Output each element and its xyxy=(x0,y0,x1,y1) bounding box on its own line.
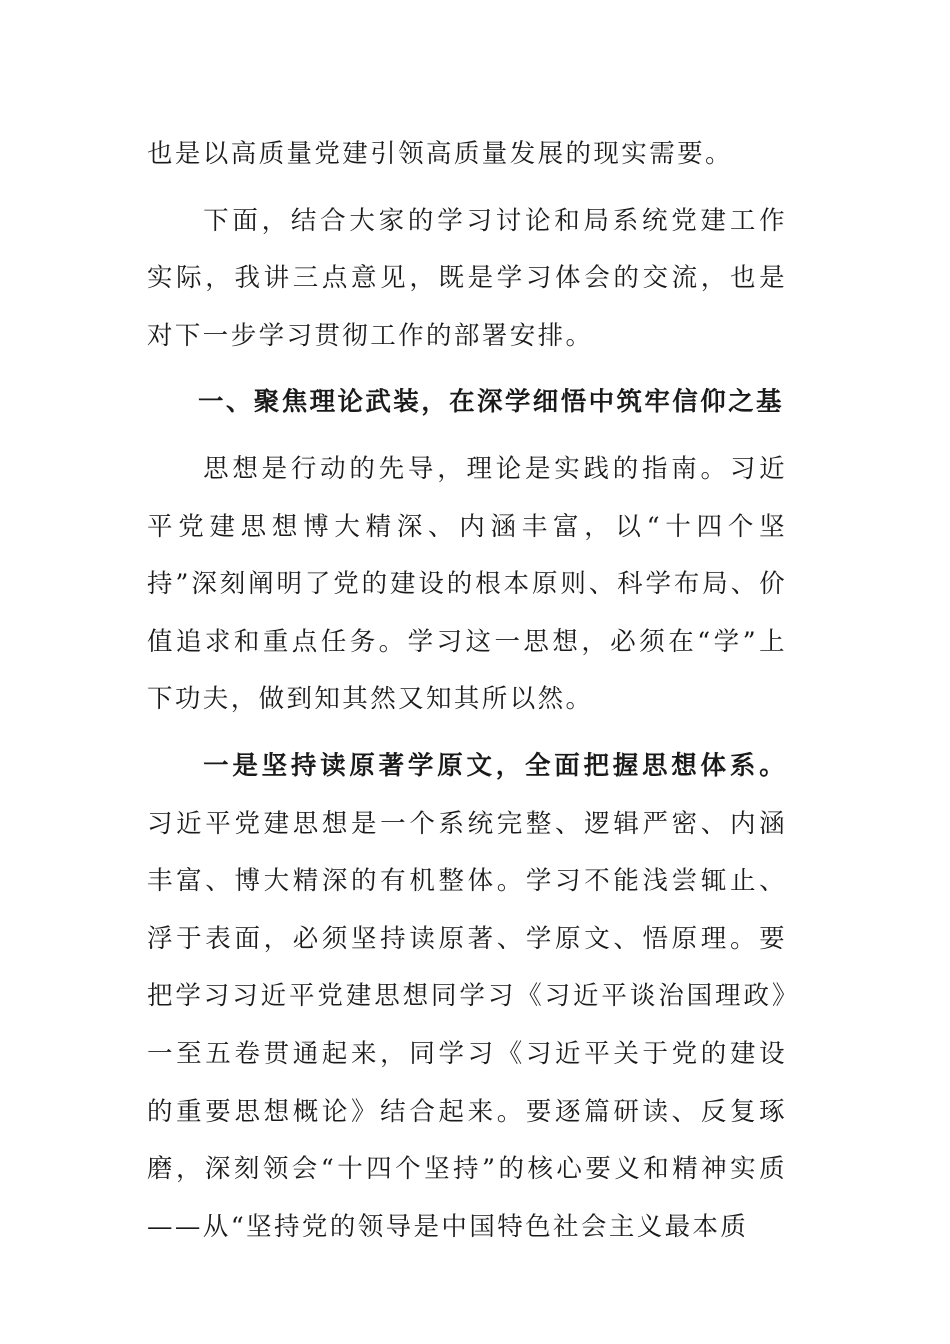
document-body xyxy=(147,126,787,1256)
paragraph-theory: 思想是行动的先导，理论是实践的指南。习近平党建思想博大精深、内涵丰富，以“十四个坚持”深刻阐明了党的建设的根本原则、科学布局、价值追求和重点任务。学习这一思想，必须在“学”上下功夫，做到知其然又知其所以然。 xyxy=(147,453,787,715)
paragraph-point-one xyxy=(147,738,787,1256)
point-one-body: 习近平党建思想是一个系统完整、逻辑严密、内涵丰富、博大精深的有机整体。学习不能浅尝辄止、浮于表面，必须坚持读原著、学原文、悟原理。要把学习习近平党建思想同学习《习近平谈治国理政》一至五卷贯通起来，同学习《习近平关于党的建设的重要思想概论》结合起来。要逐篇研读、反复琢磨，深刻领会“十四个坚持”的核心要义和精神实质——从“坚持党的领导是中国特色社会主义最本质 xyxy=(147,808,787,1242)
paragraph-continuation: 也是以高质量党建引领高质量发展的现实需要。 xyxy=(147,139,733,169)
paragraph-intro: 下面，结合大家的学习讨论和局系统党建工作实际，我讲三点意见，既是学习体会的交流，也是对下一步学习贯彻工作的部署安排。 xyxy=(147,205,787,351)
point-one-lead: 一是坚持读原著学原文，全面把握思想体系。 xyxy=(203,750,787,781)
section-heading-1: 一、聚焦理论武装，在深学细悟中筑牢信仰之基 xyxy=(198,387,784,418)
